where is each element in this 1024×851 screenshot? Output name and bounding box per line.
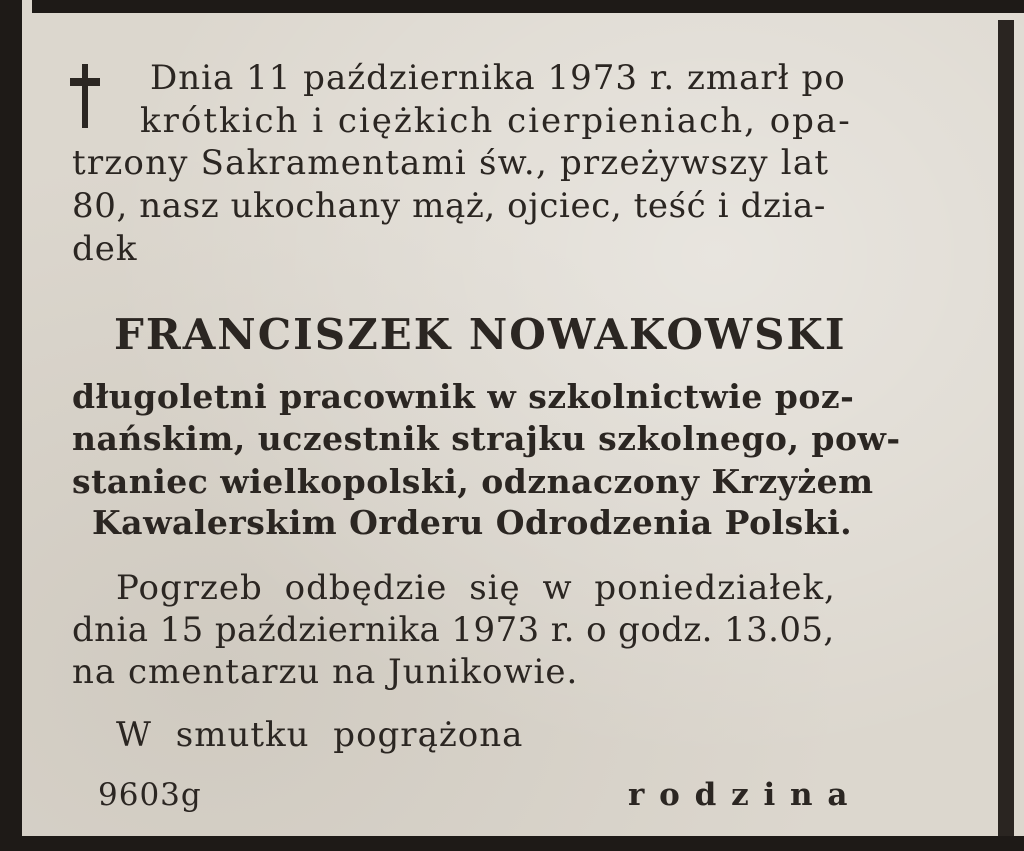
cross-icon bbox=[68, 64, 102, 128]
para1-line3: trzony Sakramentami św., przeżywszy lat bbox=[72, 143, 830, 183]
para1-line2: krótkich i ciężkich cierpieniach, opa- bbox=[140, 101, 852, 141]
para2-line1: długoletni pracownik w szkolnictwie poz- bbox=[72, 377, 855, 416]
border-top bbox=[32, 0, 1024, 13]
para1-line1: Dnia 11 października 1973 r. zmarł po bbox=[150, 58, 846, 98]
signature: r o d z i n a bbox=[628, 777, 850, 813]
deceased-name: FRANCISZEK NOWAKOWSKI bbox=[114, 310, 847, 359]
border-right bbox=[998, 20, 1014, 851]
mourning-line: W smutku pogrążona bbox=[116, 715, 524, 755]
para3-line1: Pogrzeb odbędzie się w poniedziałek, bbox=[116, 568, 836, 608]
para1-line4: 80, nasz ukochany mąż, ojciec, teść i dzia- bbox=[72, 186, 826, 226]
para1-line5: dek bbox=[72, 229, 138, 269]
para3-line2: dnia 15 października 1973 r. o godz. 13.05, bbox=[72, 610, 835, 650]
border-bottom bbox=[22, 836, 1024, 851]
para2-line3: staniec wielkopolski, odznaczony Krzyżem bbox=[72, 462, 874, 501]
para2-line4: Kawalerskim Orderu Odrodzenia Polski. bbox=[92, 503, 853, 542]
para3-line3: na cmentarzu na Junikowie. bbox=[72, 652, 579, 692]
notice-code: 9603g bbox=[98, 777, 202, 813]
border-left bbox=[0, 0, 22, 851]
para2-line2: nańskim, uczestnik strajku szkolnego, pow- bbox=[72, 419, 901, 458]
